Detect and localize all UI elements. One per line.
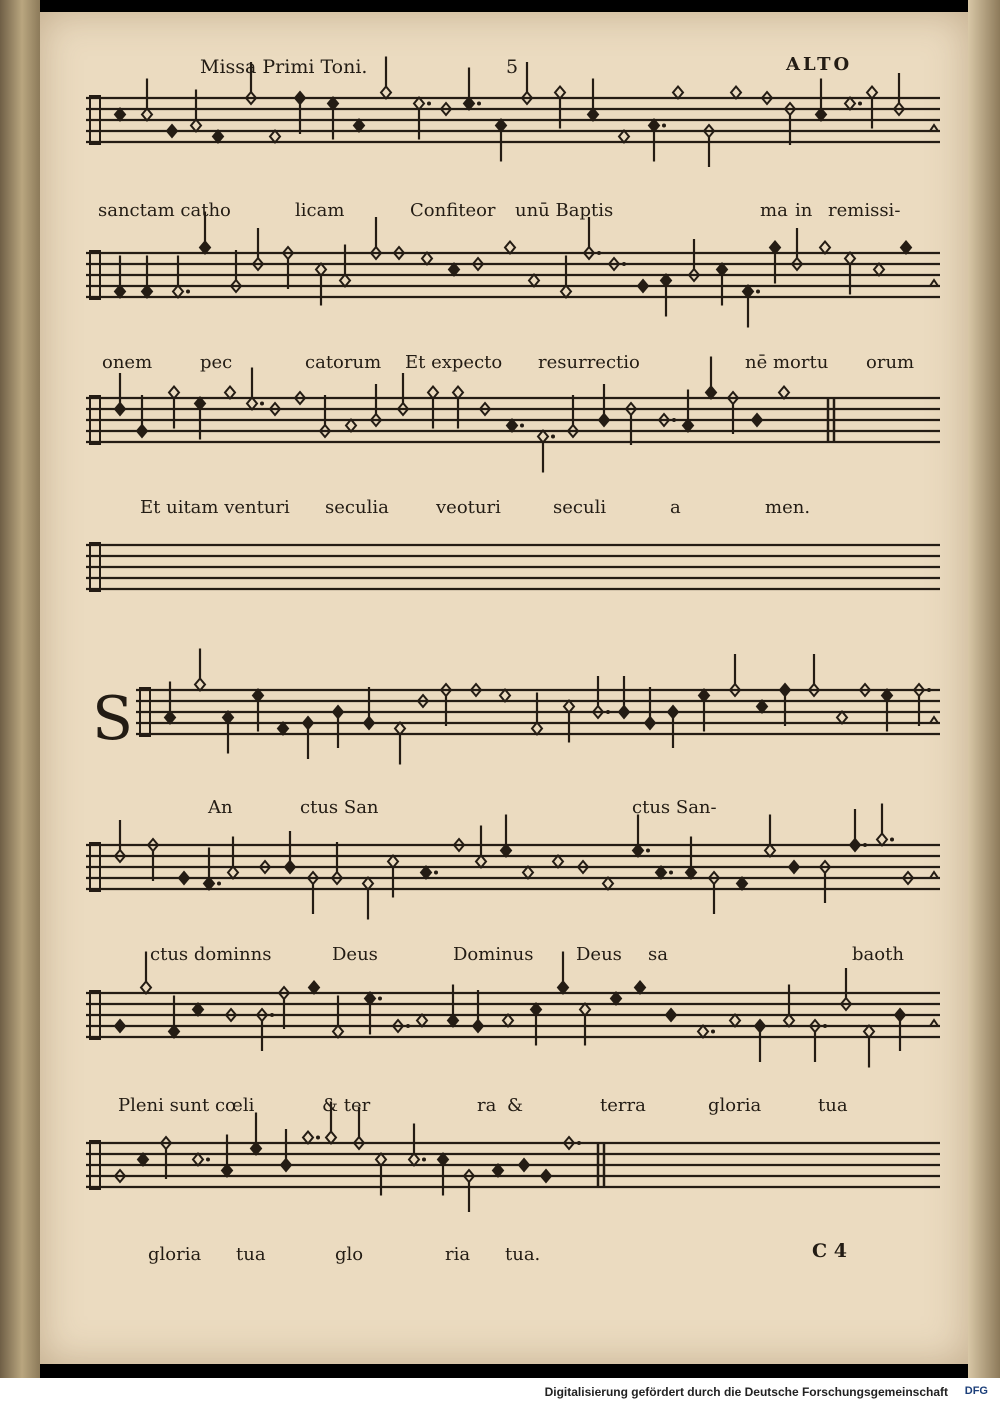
dot	[316, 1136, 320, 1140]
signature-mark: C 4	[812, 1240, 847, 1262]
lyric: seculi	[553, 497, 607, 518]
note-head	[496, 120, 506, 132]
note-head	[179, 872, 189, 884]
note-head	[619, 131, 629, 143]
lyric: Dominus	[453, 944, 534, 965]
note-head	[326, 1132, 336, 1144]
lyric: & ter	[322, 1095, 371, 1116]
lyric: onem	[102, 352, 153, 373]
note-head	[316, 264, 326, 276]
note-head	[717, 264, 727, 276]
note-head	[784, 1015, 794, 1027]
note-head	[737, 878, 747, 890]
note-head	[882, 690, 892, 702]
note-head	[195, 679, 205, 691]
note-head	[503, 1015, 513, 1027]
dot	[927, 688, 931, 692]
note-head	[333, 1026, 343, 1038]
lyric: ma	[760, 200, 788, 221]
lyric: glo	[335, 1244, 364, 1265]
lyric: Pleni sunt cœli	[118, 1095, 255, 1116]
note-head	[213, 131, 223, 143]
note-head	[864, 1026, 874, 1038]
note-head	[169, 387, 179, 399]
note-head	[251, 1143, 261, 1155]
lyric: men.	[765, 497, 811, 518]
note-head	[295, 92, 305, 104]
lyric: Deus	[332, 944, 378, 965]
note-head	[874, 264, 884, 276]
initial-letter: S	[92, 684, 134, 754]
lyric: tua	[236, 1244, 266, 1265]
note-head	[877, 834, 887, 846]
lyric: ctus dominns	[150, 944, 272, 965]
note-head	[421, 867, 431, 879]
lyric: a	[670, 497, 681, 518]
note-head	[850, 839, 860, 851]
note-head	[464, 98, 474, 110]
dfg-logo: DFG	[964, 1385, 988, 1397]
note-head	[115, 1020, 125, 1032]
note-head	[225, 387, 235, 399]
lyric: sanctam catho	[98, 200, 231, 221]
note-head	[138, 1154, 148, 1166]
note-head	[564, 701, 574, 713]
dot	[477, 102, 481, 106]
note-head	[553, 856, 563, 868]
note-head	[115, 286, 125, 298]
dot	[823, 1024, 827, 1028]
lyric: ria	[445, 1244, 471, 1265]
note-head	[505, 242, 515, 254]
note-head	[422, 253, 432, 265]
dot	[260, 402, 264, 406]
dot	[434, 871, 438, 875]
note-head	[580, 1004, 590, 1016]
note-head	[645, 717, 655, 729]
note-head	[191, 120, 201, 132]
note-head	[599, 414, 609, 426]
dot	[270, 1013, 274, 1017]
note-head	[765, 845, 775, 857]
dot	[217, 882, 221, 886]
note-head	[555, 87, 565, 99]
lyric: veoturi	[436, 497, 501, 518]
note-head	[493, 1165, 503, 1177]
note-head	[169, 1026, 179, 1038]
lyric: sa	[648, 944, 668, 965]
note-head	[845, 98, 855, 110]
dot	[606, 710, 610, 714]
lyric: gloria	[148, 1244, 202, 1265]
note-head	[195, 398, 205, 410]
note-head	[683, 420, 693, 432]
lyric: Deus	[576, 944, 622, 965]
note-head	[845, 253, 855, 265]
lyric: nē mortu	[745, 352, 829, 373]
lyric: in	[795, 200, 813, 221]
note-head	[529, 275, 539, 287]
note-head	[523, 867, 533, 879]
note-head	[752, 414, 762, 426]
note-head	[204, 878, 214, 890]
note-head	[309, 982, 319, 994]
note-head	[731, 87, 741, 99]
note-head	[142, 109, 152, 121]
note-head	[173, 286, 183, 298]
dot	[422, 1158, 426, 1162]
note-head	[698, 1026, 708, 1038]
note-head	[303, 717, 313, 729]
note-head	[165, 712, 175, 724]
lyric: tua.	[505, 1244, 541, 1265]
note-head	[619, 706, 629, 718]
dot	[378, 997, 382, 1001]
note-head	[388, 856, 398, 868]
note-head	[611, 993, 621, 1005]
note-head	[448, 1015, 458, 1027]
note-head	[500, 690, 510, 702]
voice-part-label: ALTO	[786, 54, 853, 75]
dot	[711, 1030, 715, 1034]
lyric: resurrectio	[538, 352, 640, 373]
dot	[577, 1141, 581, 1145]
page-header-title: Missa Primi Toni.	[200, 56, 368, 78]
note-head	[223, 712, 233, 724]
note-head	[428, 387, 438, 399]
lyric: tua	[818, 1095, 848, 1116]
note-head	[141, 982, 151, 994]
note-head	[789, 861, 799, 873]
note-head	[673, 87, 683, 99]
note-head	[414, 98, 424, 110]
dot	[406, 1024, 410, 1028]
lyric: catorum	[305, 352, 382, 373]
note-head	[193, 1154, 203, 1166]
note-head	[449, 264, 459, 276]
dot	[662, 124, 666, 128]
lyric: pec	[200, 352, 233, 373]
note-head	[253, 690, 263, 702]
note-head	[633, 845, 643, 857]
note-head	[285, 861, 295, 873]
note-head	[363, 878, 373, 890]
note-head	[895, 1009, 905, 1021]
note-head	[656, 867, 666, 879]
note-head	[538, 431, 548, 443]
lyric: Et uitam venturi	[140, 497, 290, 518]
note-head	[381, 87, 391, 99]
dot	[756, 290, 760, 294]
note-head	[115, 109, 125, 121]
note-head	[699, 690, 709, 702]
note-head	[837, 712, 847, 724]
dot	[863, 843, 867, 847]
lyric: &	[507, 1095, 524, 1116]
note-head	[247, 398, 257, 410]
dot	[672, 418, 676, 422]
dot	[622, 262, 626, 266]
dot	[186, 290, 190, 294]
dot	[858, 102, 862, 106]
dot	[520, 424, 524, 428]
digitization-credit: Digitalisierung gefördert durch die Deutsche Forschungsgemeinschaft	[544, 1385, 948, 1399]
note-head	[603, 878, 613, 890]
note-head	[328, 98, 338, 110]
note-head	[779, 387, 789, 399]
page-number: 5	[506, 56, 519, 78]
note-head	[453, 387, 463, 399]
lyric: An	[208, 797, 233, 818]
lyric: Et expecto	[405, 352, 503, 373]
dot	[206, 1158, 210, 1162]
note-head	[588, 109, 598, 121]
note-head	[281, 1159, 291, 1171]
note-head	[303, 1132, 313, 1144]
note-head	[770, 242, 780, 254]
note-head	[531, 1004, 541, 1016]
note-head	[364, 717, 374, 729]
note-head	[532, 723, 542, 735]
note-head	[409, 1154, 419, 1166]
note-head	[137, 425, 147, 437]
note-head	[668, 706, 678, 718]
lyric: ctus San	[300, 797, 379, 818]
note-head	[666, 1009, 676, 1021]
note-head	[333, 706, 343, 718]
lyric: licam	[295, 200, 345, 221]
dot	[646, 849, 650, 853]
lyric: orum	[866, 352, 915, 373]
note-head	[561, 286, 571, 298]
lyric: unū Baptis	[515, 200, 614, 221]
note-head	[365, 993, 375, 1005]
lyric: ra	[477, 1095, 497, 1116]
note-head	[395, 723, 405, 735]
dot	[597, 251, 601, 255]
note-head	[193, 1004, 203, 1016]
note-head	[743, 286, 753, 298]
note-head	[376, 1154, 386, 1166]
note-head	[270, 131, 280, 143]
note-head	[541, 1170, 551, 1182]
note-head	[519, 1159, 529, 1171]
note-head	[649, 120, 659, 132]
note-head	[507, 420, 517, 432]
note-head	[278, 723, 288, 735]
note-head	[780, 684, 790, 696]
dot	[890, 838, 894, 842]
note-head	[228, 867, 238, 879]
note-head	[820, 242, 830, 254]
lyric: terra	[600, 1095, 646, 1116]
note-head	[167, 125, 177, 137]
lyric: ctus San-	[632, 797, 717, 818]
dot	[551, 435, 555, 439]
note-head	[340, 275, 350, 287]
note-head	[417, 1015, 427, 1027]
note-head	[757, 701, 767, 713]
note-head	[473, 1020, 483, 1032]
note-head	[635, 982, 645, 994]
note-head	[755, 1020, 765, 1032]
note-head	[222, 1165, 232, 1177]
note-head	[816, 109, 826, 121]
note-head	[686, 867, 696, 879]
note-head	[142, 286, 152, 298]
note-head	[346, 420, 356, 432]
note-head	[115, 403, 125, 415]
lyric: baoth	[852, 944, 904, 965]
note-head	[438, 1154, 448, 1166]
note-head	[661, 275, 671, 287]
note-head	[200, 242, 210, 254]
lyric: remissi-	[828, 200, 901, 221]
dot	[427, 102, 431, 106]
lyric: gloria	[708, 1095, 762, 1116]
note-head	[638, 280, 648, 292]
note-head	[501, 845, 511, 857]
note-head	[867, 87, 877, 99]
note-head	[706, 387, 716, 399]
note-head	[558, 982, 568, 994]
lyric: Confiteor	[410, 200, 496, 221]
note-head	[476, 856, 486, 868]
note-head	[901, 242, 911, 254]
dot	[669, 871, 673, 875]
note-head	[730, 1015, 740, 1027]
note-head	[354, 120, 364, 132]
lyric: seculia	[325, 497, 389, 518]
